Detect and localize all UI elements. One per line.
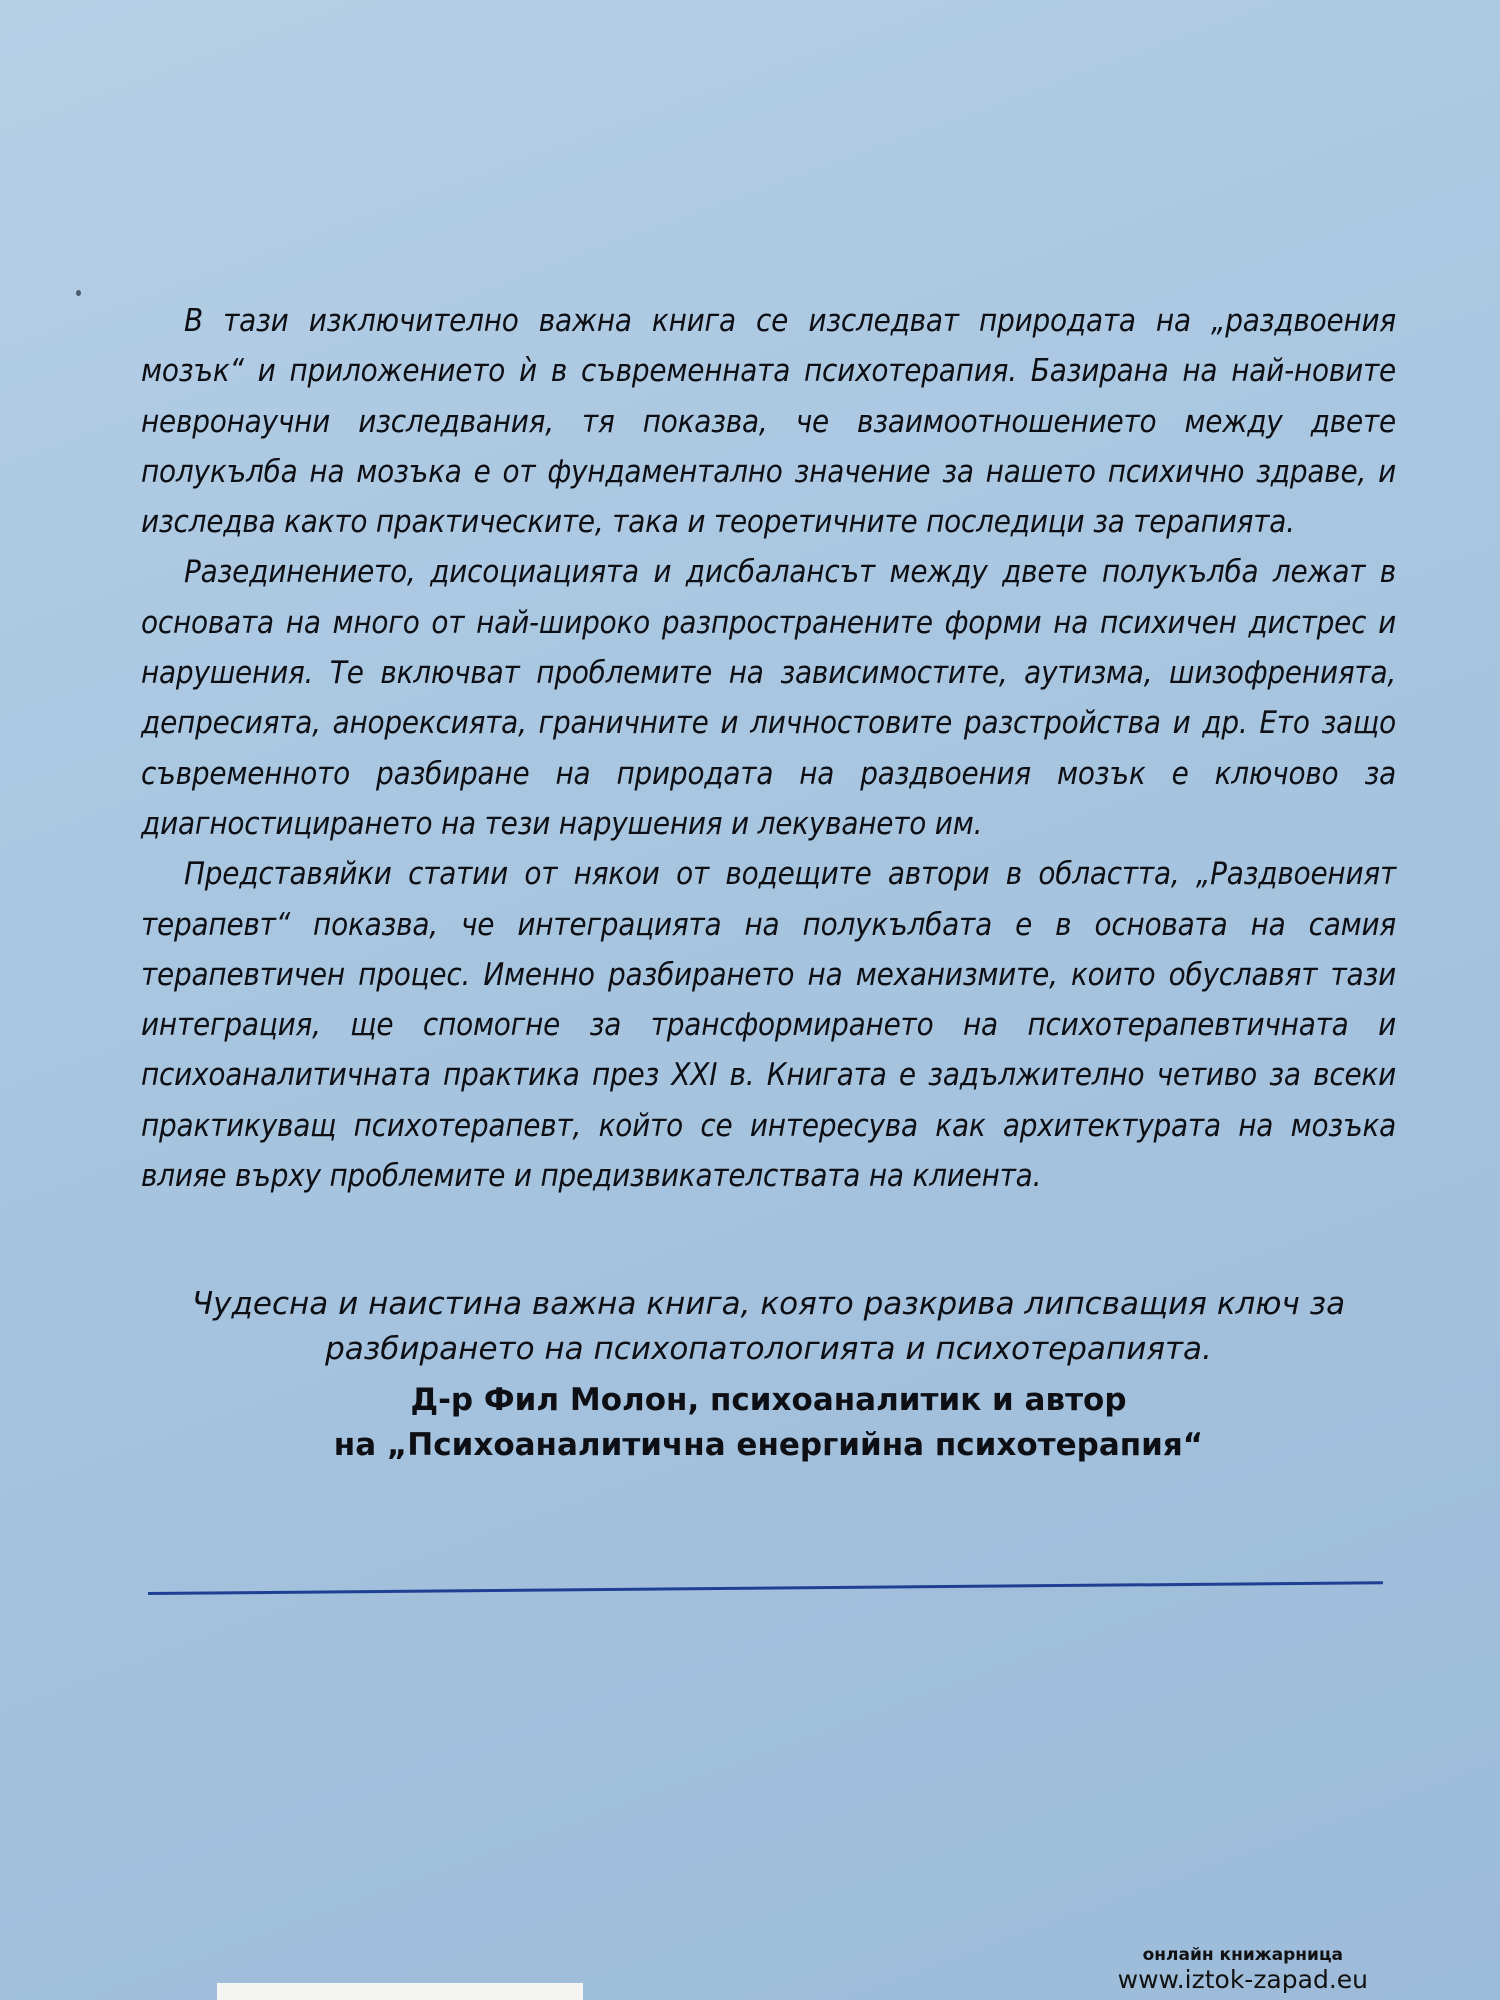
quote-text: Чудесна и наистина важна книга, която разкрива липсващия ключ за разбирането на психопатологията и психотерапията. — [191, 1286, 1346, 1367]
shop-label: онлайн книжарница — [1142, 1945, 1344, 1965]
shop-url: www.iztok-zapad.eu — [1117, 1965, 1368, 1994]
blurb-paragraph-1: В тази изключително важна книга се изследват природата на „раздвоения мозък“ и приложението ѝ в съвременната психотерапия. Базирана на най-новите невронаучни изследвания, тя показва, че взаимоотношението между двете полукълба на мозъка е от фундаментално значение за нашето психично здраве, и изследва както практическите, така и теоретичните последици за терапията. — [141, 303, 1396, 541]
quote-attribution — [141, 1378, 1396, 1468]
blurb-paragraph-3: Представяйки статии от някои от водещите автори в областта, „Раздвоеният терапевт“ показва, че интеграцията на полукълбата е в основата на самия терапевтичен процес. Именно разбирането на механизмите, които обуславят тази интеграция, ще спомогне за трансформирането на психотерапевтичната и психоаналитичната практика през XXI в. Книгата е задължително четиво за всеки практикуващ психотерапевт, който се интересува как архитектурата на мозъка влияе върху проблемите и предизвикателствата на клиента. — [141, 856, 1396, 1195]
blurb-text — [141, 296, 1396, 1201]
attribution-author: Д-р Фил Молон, психоаналитик и автор — [410, 1382, 1127, 1418]
print-speck — [76, 290, 81, 296]
endorsement-quote — [141, 1282, 1396, 1468]
attribution-book: на „Психоаналитична енергийна психотерапия“ — [333, 1427, 1204, 1463]
publisher-shop — [1118, 1945, 1368, 1995]
blurb-paragraph-2: Разединението, дисоциацията и дисбалансът между двете полукълба лежат в основата на много от най-широко разпространените форми на психичен дистрес и нарушения. Те включват проблемите на зависимостите, аутизма, шизофренията, депресията, анорексията, граничните и личностовите разстройства и др. Ето защо съвременното разбиране на природата на раздвоения мозък е ключово за диагностицирането на тези нарушения и лекуването им. — [141, 554, 1396, 842]
divider-line — [148, 1581, 1383, 1595]
barcode-sticker — [217, 1983, 583, 2000]
